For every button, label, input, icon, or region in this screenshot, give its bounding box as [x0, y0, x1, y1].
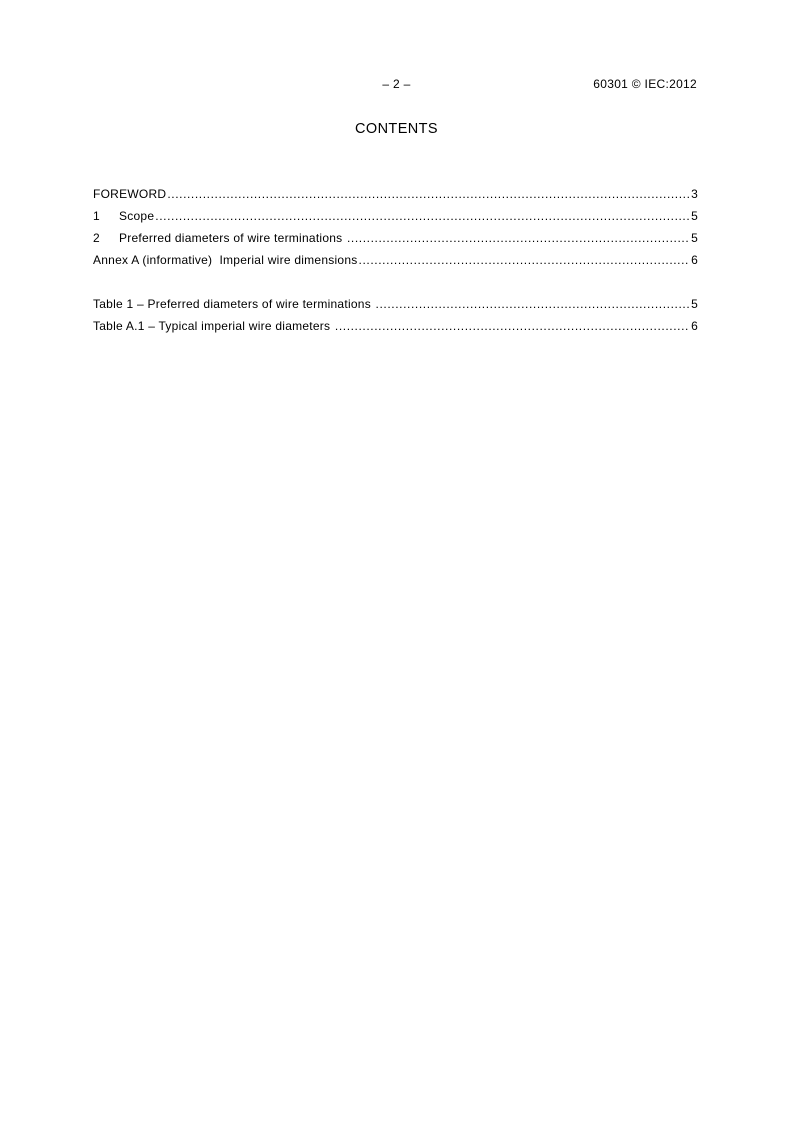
toc-entry-annex-a[interactable]	[93, 253, 698, 275]
toc-entry-scope[interactable]	[93, 209, 698, 231]
toc-entry-page: 6	[691, 319, 698, 333]
toc-dot-leader	[359, 253, 691, 267]
toc-entry-label: Preferred diameters of wire terminations	[119, 231, 346, 245]
toc-dot-leader	[347, 231, 690, 245]
contents-title: CONTENTS	[355, 121, 438, 137]
document-reference: 60301 © IEC:2012	[593, 77, 697, 91]
toc-entry-table-1[interactable]	[93, 297, 698, 319]
toc-entry-page: 5	[691, 209, 698, 223]
toc-entry-preferred-diameters[interactable]	[93, 231, 698, 253]
toc-dot-leader	[335, 319, 690, 333]
toc-entry-page: 6	[691, 253, 698, 267]
toc-sections-list	[93, 187, 698, 275]
toc-tables-list	[93, 297, 698, 341]
page-number: – 2 –	[382, 77, 411, 91]
toc-entry-label: Table A.1 – Typical imperial wire diameters	[93, 319, 334, 333]
toc-entry-foreword[interactable]	[93, 187, 698, 209]
toc-dot-leader	[167, 187, 690, 201]
toc-entry-page: 3	[691, 187, 698, 201]
toc-entry-label: FOREWORD	[93, 187, 167, 201]
toc-entry-label: Scope	[119, 209, 155, 223]
toc-dot-leader	[155, 209, 690, 223]
toc-entry-number: 2	[93, 231, 100, 245]
toc-entry-page: 5	[691, 297, 698, 311]
toc-entry-label: Annex A (informative) Imperial wire dimensions	[93, 253, 358, 267]
toc-entry-label: Table 1 – Preferred diameters of wire terminations	[93, 297, 375, 311]
toc-dot-leader	[376, 297, 691, 311]
toc-entry-table-a1[interactable]	[93, 319, 698, 341]
toc-entry-page: 5	[691, 231, 698, 245]
toc-entry-number: 1	[93, 209, 100, 223]
